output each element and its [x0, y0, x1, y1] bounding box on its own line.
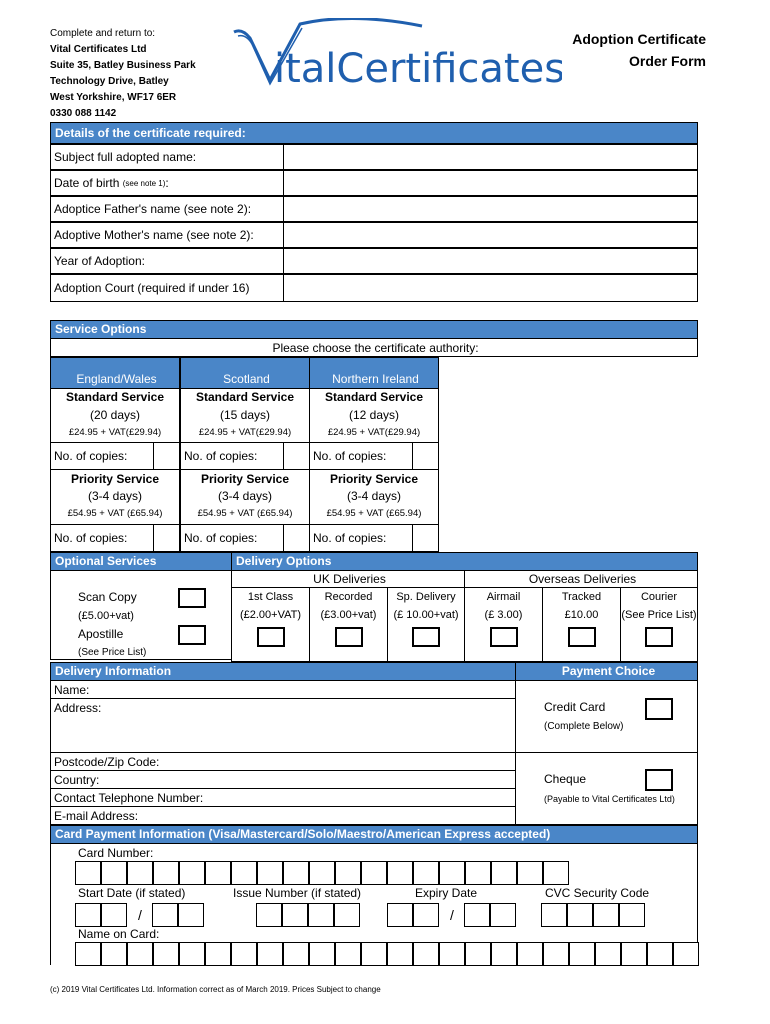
dob-label-text: Date of birth [54, 176, 120, 190]
authority-2-pri-days: (3-4 days) [346, 489, 402, 503]
authority-2-pri-price: £54.95 + VAT (£65.94) [326, 508, 422, 519]
form-title [572, 28, 706, 72]
address-line-2: Technology Drive, Batley [50, 76, 169, 87]
name-on-card-box[interactable] [595, 942, 621, 966]
expiry-date-slash: / [450, 907, 454, 923]
card-number-digit[interactable] [101, 861, 127, 885]
authority-0-pri-copies-input[interactable] [153, 524, 180, 552]
apostille-checkbox[interactable] [178, 625, 206, 645]
credit-card-note: (Complete Below) [544, 721, 624, 732]
name-on-card-box[interactable] [75, 942, 101, 966]
card-number-digit[interactable] [257, 861, 283, 885]
uk-deliveries: UK Deliveries [231, 570, 465, 588]
name-on-card-box[interactable] [309, 942, 335, 966]
postcode-field[interactable]: Postcode/Zip Code: [50, 752, 516, 771]
delivery-option-3-price: (£ 3.00) [484, 609, 523, 621]
name-on-card-box[interactable] [543, 942, 569, 966]
authority-1-pri-days: (3-4 days) [217, 489, 273, 503]
court-input[interactable] [283, 274, 698, 302]
logo-v-icon [232, 18, 562, 98]
expiry-year-box[interactable] [464, 903, 490, 927]
phone-number: 0330 088 1142 [50, 108, 117, 119]
delivery-option-2-checkbox[interactable] [412, 627, 440, 647]
name-on-card-box[interactable] [257, 942, 283, 966]
name-on-card-box[interactable] [127, 942, 153, 966]
year-input[interactable] [283, 248, 698, 274]
authority-2-std-copies-label: No. of copies: [309, 442, 413, 470]
name-on-card-box[interactable] [439, 942, 465, 966]
delivery-option-1-checkbox[interactable] [335, 627, 363, 647]
footer-note: (c) 2019 Vital Certificates Ltd. Information correct as of March 2019. Prices Subject to change [50, 985, 381, 994]
card-number-digit[interactable] [179, 861, 205, 885]
delivery-option-0-price: (£2.00+VAT) [239, 609, 302, 621]
delivery-option-1-label: Recorded [324, 591, 373, 603]
cheque-note: (Payable to Vital Certificates Ltd) [544, 794, 675, 804]
authority-0-std-label: Standard Service [65, 390, 165, 404]
authority-1-pri-price: £54.95 + VAT (£65.94) [197, 508, 293, 519]
authority-1-std-copies-label: No. of copies: [180, 442, 284, 470]
cvc-box[interactable] [619, 903, 645, 927]
authority-0-pri-price: £54.95 + VAT (£65.94) [67, 508, 163, 519]
overseas-deliveries: Overseas Deliveries [464, 570, 698, 588]
subject-name-input[interactable] [283, 144, 698, 170]
delivery-option-0-label: 1st Class [247, 591, 294, 603]
dob-input[interactable] [283, 170, 698, 196]
name-on-card-box[interactable] [673, 942, 699, 966]
authority-2-pri-copies-label: No. of copies: [309, 524, 413, 552]
scan-copy-price: (£5.00+vat) [78, 610, 134, 622]
authority-2-std-days: (12 days) [348, 408, 400, 422]
name-on-card-box[interactable] [569, 942, 595, 966]
authority-1-std-label: Standard Service [195, 390, 295, 404]
authority-2-name[interactable]: Northern Ireland [309, 357, 439, 389]
choose-authority: Please choose the certificate authority: [50, 338, 698, 357]
card-heading: Card Payment Information (Visa/Mastercard/Solo/Maestro/American Express accepted) [50, 825, 698, 844]
authority-0-std-copies-label: No. of copies: [50, 442, 154, 470]
scan-copy-checkbox[interactable] [178, 588, 206, 608]
name-on-card-label: Name on Card: [78, 927, 160, 941]
country-field[interactable]: Country: [50, 770, 516, 789]
card-number-digit[interactable] [283, 861, 309, 885]
card-number-digit[interactable] [205, 861, 231, 885]
court-label: Adoption Court (required if under 16) [50, 274, 284, 302]
expiry-month-box[interactable] [413, 903, 439, 927]
name-on-card-box[interactable] [621, 942, 647, 966]
card-number-digit[interactable] [543, 861, 569, 885]
card-number-digit[interactable] [439, 861, 465, 885]
card-number-digit[interactable] [127, 861, 153, 885]
expiry-date-label: Expiry Date [415, 886, 478, 900]
issue-number-box[interactable] [334, 903, 360, 927]
name-on-card-box[interactable] [647, 942, 673, 966]
start-date-label: Start Date (if stated) [78, 886, 186, 900]
authority-1-pri-copies-label: No. of copies: [180, 524, 284, 552]
mother-name-label: Adoptive Mother's name (see note 2): [50, 222, 284, 248]
telephone-field[interactable]: Contact Telephone Number: [50, 788, 516, 807]
expiry-year-box[interactable] [490, 903, 516, 927]
logo-text: italCertificates [274, 46, 562, 92]
dob-colon: : [165, 176, 169, 190]
delivery-option-4-price: £10.00 [564, 609, 599, 621]
authority-2-pri-label: Priority Service [329, 472, 419, 486]
address-line-1: Suite 35, Batley Business Park [50, 60, 196, 71]
authority-0-pri-label: Priority Service [70, 472, 160, 486]
authority-0-name[interactable]: England/Wales [50, 357, 180, 389]
authority-0-std-price: £24.95 + VAT(£29.94) [68, 427, 162, 438]
card-number-label: Card Number: [78, 846, 154, 860]
payment-heading: Payment Choice [515, 662, 698, 681]
cvc-box[interactable] [593, 903, 619, 927]
service-heading: Service Options [50, 320, 698, 339]
cheque-label: Cheque [544, 772, 587, 786]
issue-number-box[interactable] [256, 903, 282, 927]
authority-1-std-days: (15 days) [219, 408, 271, 422]
start-year-box[interactable] [152, 903, 178, 927]
optional-heading: Optional Services [50, 552, 232, 571]
authority-1-pri-label: Priority Service [200, 472, 290, 486]
address-line-3: West Yorkshire, WF17 6ER [50, 92, 177, 103]
issue-number-box[interactable] [308, 903, 334, 927]
apostille-label: Apostille [78, 627, 124, 641]
start-month-box[interactable] [101, 903, 127, 927]
email-field[interactable]: E-mail Address: [50, 806, 516, 825]
start-date-slash: / [138, 907, 142, 923]
name-on-card-box[interactable] [205, 942, 231, 966]
delivery-option-5-price: (See Price List) [621, 609, 697, 621]
name-on-card-box[interactable] [101, 942, 127, 966]
authority-0-pri-days: (3-4 days) [87, 489, 143, 503]
title-line-2: Order Form [628, 53, 706, 69]
card-number-digit[interactable] [413, 861, 439, 885]
credit-card-label: Credit Card [544, 700, 606, 714]
delivery-option-5-label: Courier [640, 591, 678, 603]
details-heading: Details of the certificate required: [50, 122, 698, 144]
delivery-option-2-label: Sp. Delivery [396, 591, 456, 603]
start-year-box[interactable] [178, 903, 204, 927]
name-on-card-box[interactable] [283, 942, 309, 966]
delivery-option-1-price: (£3.00+vat) [320, 609, 377, 621]
name-on-card-box[interactable] [179, 942, 205, 966]
name-on-card-box[interactable] [361, 942, 387, 966]
delivery-option-4-label: Tracked [561, 591, 602, 603]
name-on-card-box[interactable] [153, 942, 179, 966]
name-on-card-box[interactable] [231, 942, 257, 966]
authority-2-pri-copies-input[interactable] [412, 524, 439, 552]
name-field[interactable]: Name: [50, 680, 516, 699]
authority-0-std-copies-input[interactable] [153, 442, 180, 470]
delivery-options-heading: Delivery Options [231, 552, 698, 571]
card-number-digit[interactable] [335, 861, 361, 885]
cvc-box[interactable] [541, 903, 567, 927]
apostille-price: (See Price List) [78, 647, 147, 658]
authority-2-std-copies-input[interactable] [412, 442, 439, 470]
card-number-digit[interactable] [153, 861, 179, 885]
name-on-card-box[interactable] [465, 942, 491, 966]
card-number-digit[interactable] [75, 861, 101, 885]
card-number-digit[interactable] [309, 861, 335, 885]
name-on-card-box[interactable] [517, 942, 543, 966]
card-number-digit[interactable] [231, 861, 257, 885]
return-intro: Complete and return to: [50, 28, 156, 39]
authority-1-name[interactable]: Scotland [180, 357, 310, 389]
father-name-label: Adoptice Father's name (see note 2): [50, 196, 284, 222]
authority-0-pri-copies-label: No. of copies: [50, 524, 154, 552]
delivery-option-3-label: Airmail [486, 591, 521, 603]
year-label: Year of Adoption: [50, 248, 284, 274]
dob-note: (see note 1) [122, 178, 166, 188]
delivery-option-5-checkbox[interactable] [645, 627, 673, 647]
delivery-option-3-checkbox[interactable] [490, 627, 518, 647]
mother-name-input[interactable] [283, 222, 698, 248]
cheque-checkbox[interactable] [645, 769, 673, 791]
scan-copy-label: Scan Copy [78, 590, 137, 604]
authority-2-std-price: £24.95 + VAT(£29.94) [327, 427, 421, 438]
return-address [50, 26, 196, 122]
subject-name-label: Subject full adopted name: [50, 144, 284, 170]
authority-0-std-days: (20 days) [89, 408, 141, 422]
issue-number-label: Issue Number (if stated) [233, 886, 362, 900]
delivery-info-heading: Delivery Information [50, 662, 516, 681]
name-on-card-box[interactable] [413, 942, 439, 966]
title-line-1: Adoption Certificate [572, 31, 706, 47]
card-number-digit[interactable] [361, 861, 387, 885]
name-on-card-box[interactable] [491, 942, 517, 966]
name-on-card-box[interactable] [387, 942, 413, 966]
delivery-option-4-checkbox[interactable] [568, 627, 596, 647]
delivery-option-2-price: (£ 10.00+vat) [393, 609, 459, 621]
dob-label [50, 170, 284, 196]
authority-1-std-copies-input[interactable] [283, 442, 310, 470]
issue-number-box[interactable] [282, 903, 308, 927]
card-number-digit[interactable] [517, 861, 543, 885]
card-number-digit[interactable] [465, 861, 491, 885]
address-field[interactable]: Address: [50, 698, 516, 753]
vital-certificates-logo [232, 18, 562, 98]
cvc-box[interactable] [567, 903, 593, 927]
card-number-digit[interactable] [387, 861, 413, 885]
credit-card-checkbox[interactable] [645, 698, 673, 720]
name-on-card-box[interactable] [335, 942, 361, 966]
authority-1-pri-copies-input[interactable] [283, 524, 310, 552]
expiry-month-box[interactable] [387, 903, 413, 927]
cvc-label: CVC Security Code [545, 886, 650, 900]
start-month-box[interactable] [75, 903, 101, 927]
authority-2-std-label: Standard Service [324, 390, 424, 404]
delivery-option-0-checkbox[interactable] [257, 627, 285, 647]
authority-1-std-price: £24.95 + VAT(£29.94) [198, 427, 292, 438]
card-number-digit[interactable] [491, 861, 517, 885]
company-name: Vital Certificates Ltd [50, 44, 147, 55]
father-name-input[interactable] [283, 196, 698, 222]
